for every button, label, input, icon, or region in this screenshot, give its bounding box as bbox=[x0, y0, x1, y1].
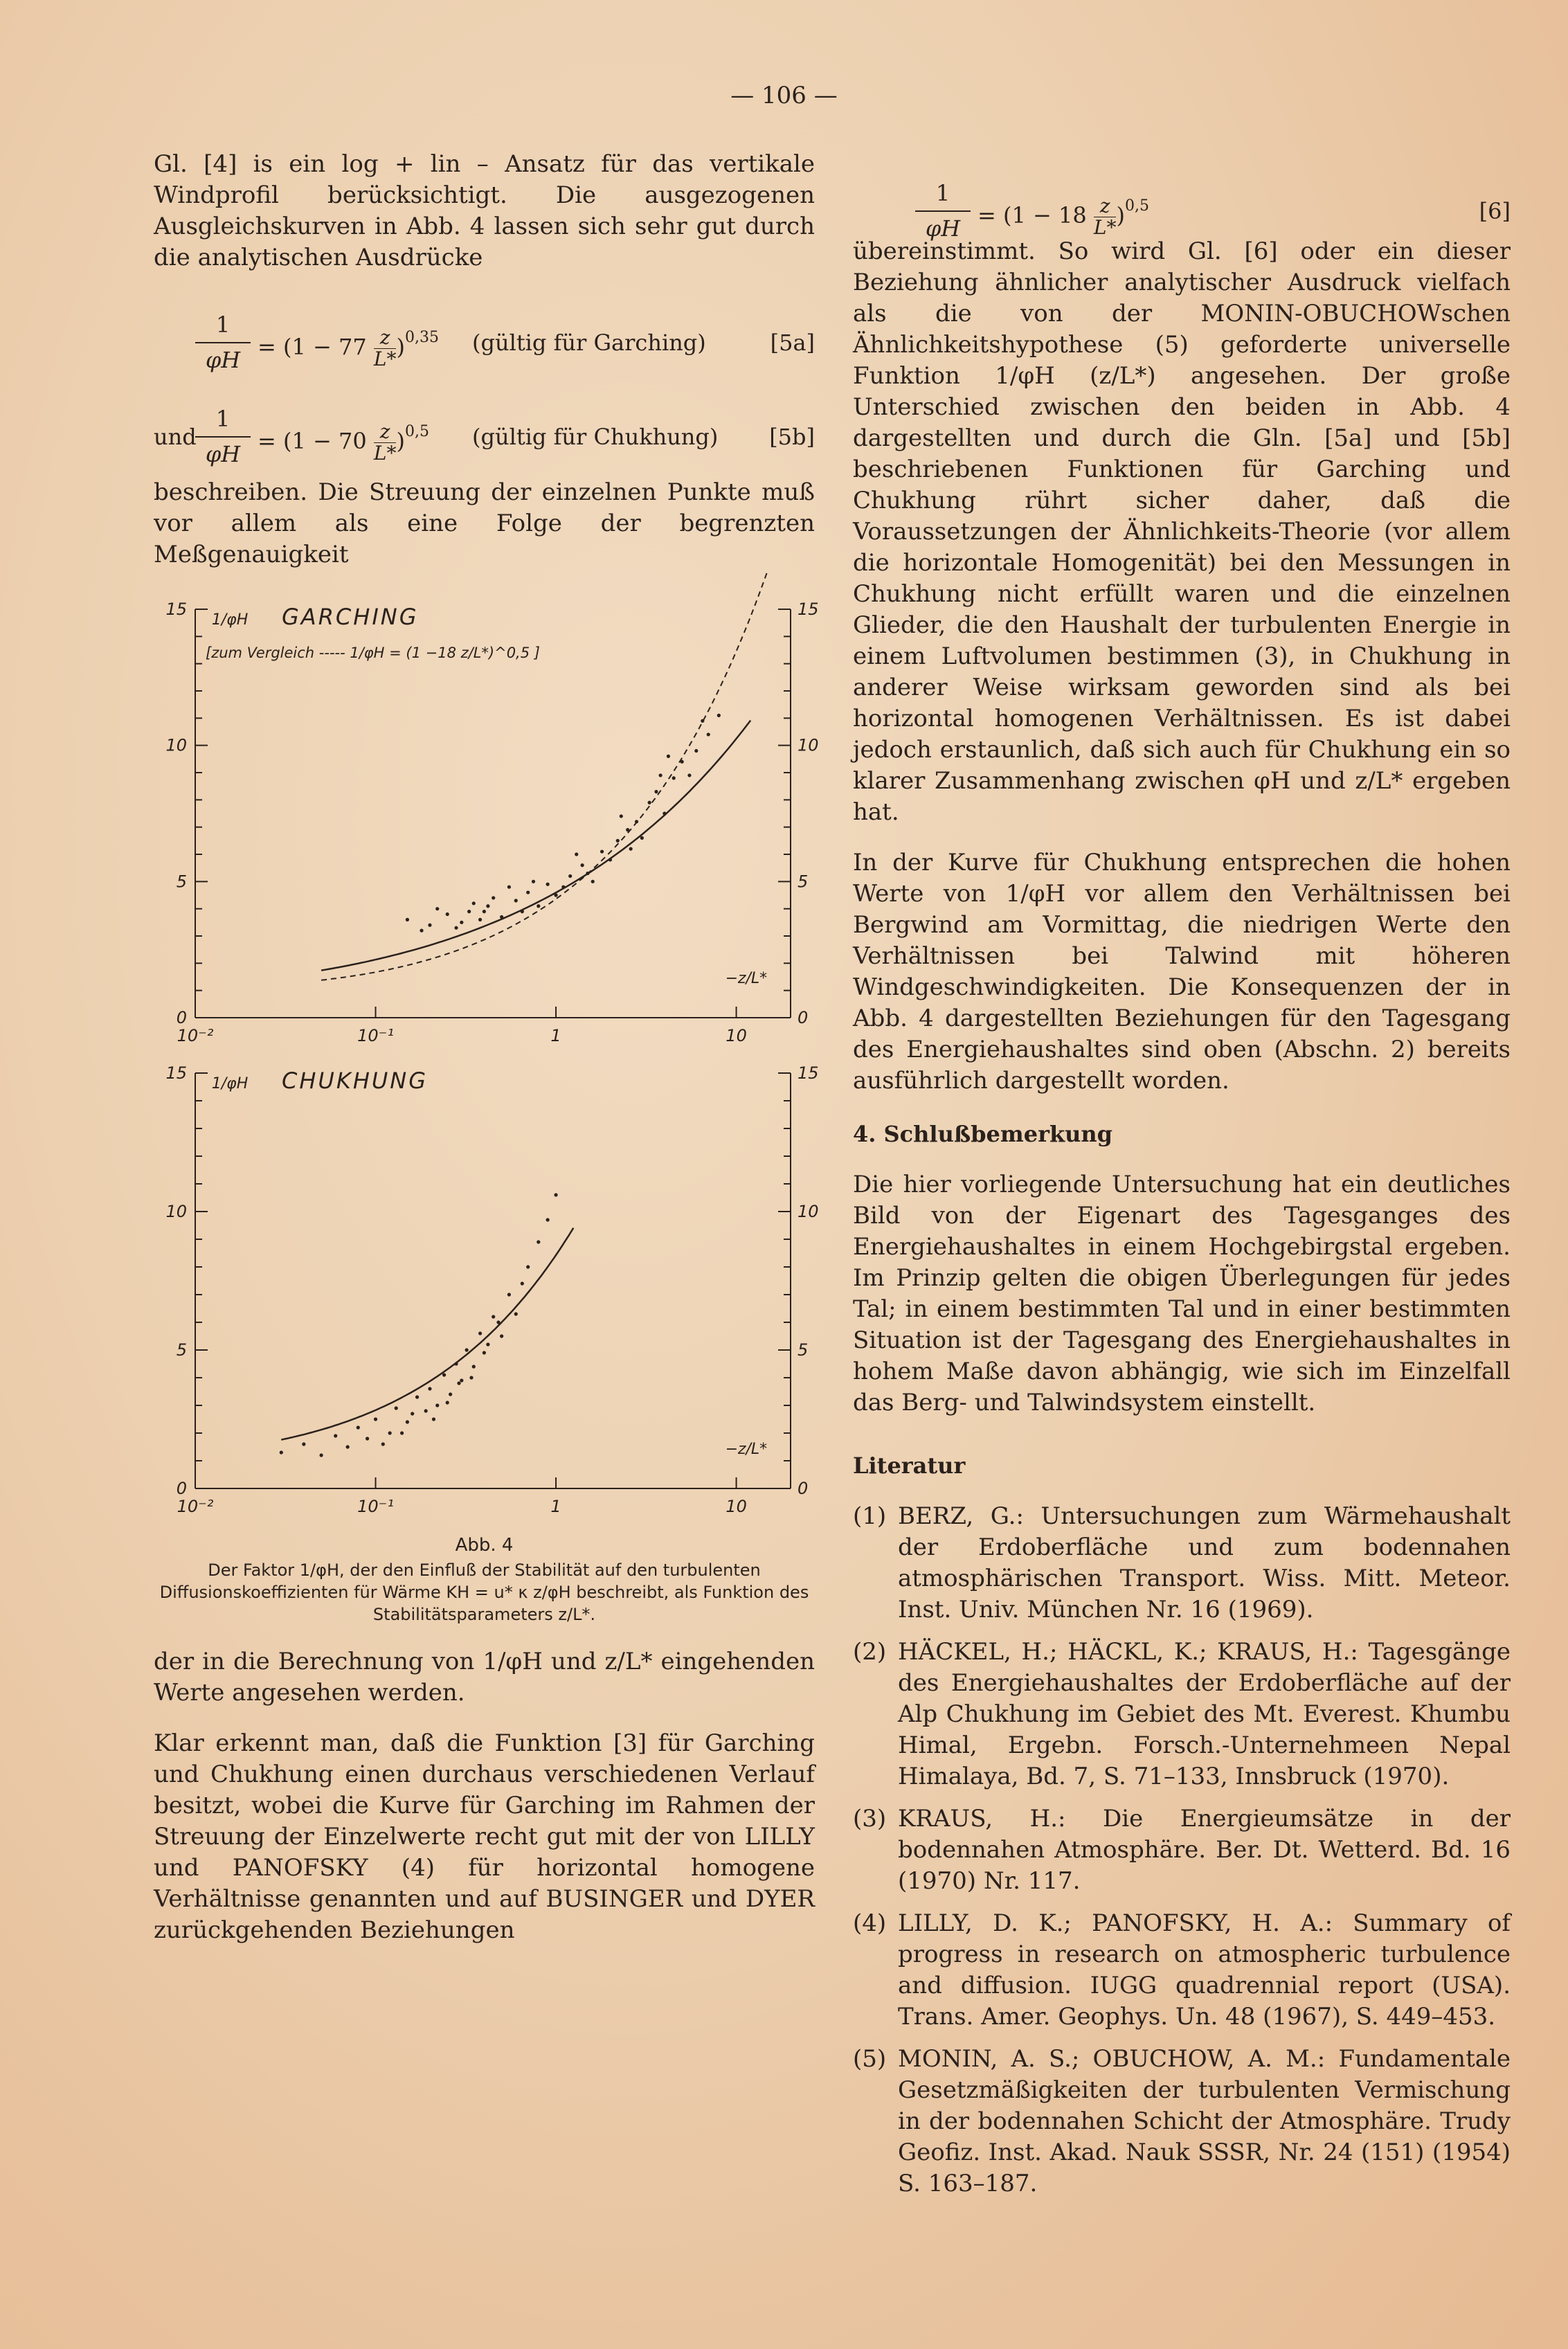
data-point bbox=[449, 1392, 452, 1396]
section-heading-schlussbemerkung: 4. Schlußbemerkung bbox=[853, 1121, 1113, 1147]
data-point bbox=[388, 1431, 392, 1434]
data-point bbox=[406, 1420, 409, 1423]
y-tick-label-right: 5 bbox=[797, 1340, 809, 1360]
data-point bbox=[467, 910, 471, 913]
data-point bbox=[600, 849, 604, 853]
chart-garching bbox=[154, 595, 819, 1059]
data-point bbox=[381, 1442, 385, 1446]
fit-curve bbox=[281, 1228, 573, 1440]
y-tick-label-left: 0 bbox=[176, 1479, 187, 1498]
comparison-label: [zum Vergleich ----- 1/φH = (1 −18 z/L*)^0,5 ] bbox=[206, 645, 540, 661]
data-point bbox=[575, 852, 578, 856]
eq5b-denominator: φH bbox=[205, 441, 241, 467]
reference-item: (1) BERZ, G.: Untersuchungen zum Wärmehaushalt der Erdoberfläche und zum bodennahen atmosphärischen Transport. Wiss. Mitt. Meteor. Inst. Univ. München Nr. 16 (1969). bbox=[853, 1502, 1511, 1623]
data-point bbox=[581, 863, 584, 867]
x-tick-label: 10⁻² bbox=[177, 1497, 214, 1516]
data-point bbox=[478, 918, 482, 921]
equation-6: $\frac{1}{\varphi H}$ = (1 − 18 $\frac{z}{L*}$ )$^{0,5}$ [6] bbox=[853, 170, 1511, 236]
x-tick-label: 10⁻¹ bbox=[357, 1026, 394, 1045]
data-point bbox=[280, 1450, 283, 1454]
data-point bbox=[460, 921, 463, 924]
eq6-exponent: 0,5 bbox=[1124, 197, 1149, 215]
eq5b-zl: $\frac{z}{L*}$ bbox=[373, 420, 397, 465]
data-point bbox=[694, 749, 698, 753]
section-heading-literatur: Literatur bbox=[853, 1452, 966, 1479]
data-point bbox=[707, 732, 710, 736]
comparison-curve bbox=[321, 570, 768, 980]
eq6-body: = (1 − 18 bbox=[977, 202, 1087, 228]
data-point bbox=[435, 907, 439, 910]
data-point bbox=[640, 836, 644, 840]
data-point bbox=[428, 924, 431, 927]
caption-label: Abb. 4 bbox=[455, 1535, 514, 1556]
data-point bbox=[492, 896, 495, 899]
data-point bbox=[546, 883, 550, 886]
y-tick-label-left: 10 bbox=[165, 1202, 187, 1221]
data-point bbox=[469, 1376, 473, 1379]
reference-item: (5) MONIN, A. S.; OBUCHOW, A. M.: Fundamentale Gesetzmäßigkeiten der turbulenten Vermischung in der bodennahen Schicht der Atmosphäre. Trudy Geofiz. Inst. Akad. Nauk SSSR, Nr. 24 (151) (1954) S. 163–187. bbox=[853, 2045, 1511, 2197]
y-tick-label-left: 0 bbox=[176, 1008, 187, 1027]
data-point bbox=[446, 1401, 449, 1404]
y-tick-label-right: 5 bbox=[797, 872, 809, 892]
eq5a-exponent: 0,35 bbox=[404, 329, 439, 346]
x-tick-label: 1 bbox=[550, 1497, 561, 1516]
x-tick-label: 10 bbox=[726, 1026, 747, 1045]
y-tick-label-right: 10 bbox=[797, 1202, 819, 1221]
figure-caption bbox=[154, 1534, 815, 1626]
y-tick-label-left: 15 bbox=[165, 600, 187, 619]
left-paragraph-1: Gl. [4] is ein log + lin – Ansatz für das vertikale Windprofil berücksichtigt. Die ausgezogenen Ausgleichskurven in Abb. 4 lassen sich sehr gut durch die analytischen Ausdrücke bbox=[154, 150, 815, 271]
data-point bbox=[357, 1425, 360, 1429]
eq5a-denominator: φH bbox=[205, 347, 241, 373]
data-point bbox=[415, 1395, 419, 1398]
y-tick-label-left: 15 bbox=[165, 1063, 187, 1083]
reference-item: (4) LILLY, D. K.; PANOFSKY, H. A.: Summary of progress in research on atmospheric turbulence and diffusion. IUGG quadrennial report (USA). Trans. Amer. Geophys. Un. 48 (1967), S. 449–453. bbox=[853, 1909, 1511, 2031]
data-point bbox=[483, 1351, 486, 1354]
left-paragraph-4: Klar erkennt man, daß die Funktion [3] für Garching und Chukhung einen durchaus verschiedenen Verlauf besitzt, wobei die Kurve für Garching im Rahmen der Streuung der Einzelwerte recht gut mit der von LILLY und PANOFSKY (4) für horizontal homogene Verhältnisse genannten und auf BUSINGER und DYER zurückgehenden Beziehungen bbox=[154, 1729, 815, 1944]
data-point bbox=[591, 880, 595, 883]
data-point bbox=[400, 1431, 404, 1434]
eq5a-numerator: 1 bbox=[195, 309, 251, 343]
y-tick-label-right: 0 bbox=[797, 1479, 809, 1498]
data-point bbox=[319, 1453, 323, 1457]
data-point bbox=[514, 899, 518, 902]
x-tick-label: 1 bbox=[550, 1026, 561, 1045]
data-point bbox=[478, 1331, 482, 1335]
eq5b-body: = (1 − 70 bbox=[258, 428, 367, 454]
data-point bbox=[334, 1434, 337, 1437]
data-point bbox=[526, 1265, 530, 1268]
eq6-denominator: φH bbox=[925, 215, 961, 242]
data-point bbox=[507, 885, 511, 889]
data-point bbox=[620, 814, 623, 818]
y-axis-label: 1/φH bbox=[211, 611, 249, 629]
equation-5b: und $\frac{1}{\varphi H}$ = (1 − 70 $\frac{z}{L*}$ )$^{0,5}$ (gültig für Chukhung) [5b] bbox=[154, 395, 815, 471]
page-number: — 106 — bbox=[730, 82, 838, 109]
y-axis-label: 1/φH bbox=[211, 1075, 249, 1092]
eq5a-note: (gültig für Garching) bbox=[472, 330, 706, 356]
data-point bbox=[457, 1381, 460, 1385]
eq6-tag: [6] bbox=[1479, 198, 1511, 224]
eq5b-exponent: 0,5 bbox=[404, 423, 429, 440]
eq6-numerator: 1 bbox=[915, 178, 971, 212]
fit-curve bbox=[321, 721, 750, 971]
data-point bbox=[507, 1293, 511, 1296]
data-point bbox=[568, 874, 572, 878]
y-tick-label-right: 0 bbox=[797, 1008, 809, 1027]
left-paragraph-3: der in die Berechnung von 1/φH und z/L* eingehenden Werte angesehen werden. bbox=[154, 1648, 815, 1707]
data-point bbox=[658, 773, 662, 777]
data-point bbox=[472, 1365, 476, 1368]
chart-title: GARCHING bbox=[282, 604, 419, 630]
reference-item: (2) HÄCKEL, H.; HÄCKL, K.; KRAUS, H.: Tagesgänge des Energiehaushaltes der Erdoberfläche auf der Alp Chukhung im Gebiet des Mt. Everest. Khumbu Himal, Ergebn. Forsch.-Unternehmeen Nepal Himalaya, Bd. 7, S. 71–133, Innsbruck (1970). bbox=[853, 1638, 1511, 1790]
reference-item: (3) KRAUS, H.: Die Energieumsätze in der bodennahen Atmosphäre. Ber. Dt. Wetterd. Bd. 16 (1970) Nr. 117. bbox=[853, 1805, 1511, 1895]
y-tick-label-right: 10 bbox=[797, 735, 819, 755]
data-point bbox=[411, 1412, 414, 1415]
data-point bbox=[492, 1315, 495, 1318]
data-point bbox=[435, 1403, 439, 1407]
data-point bbox=[521, 1281, 524, 1285]
chart-chukhung bbox=[154, 1059, 819, 1530]
x-axis-sign: − bbox=[725, 1441, 739, 1458]
data-point bbox=[654, 790, 658, 793]
data-point bbox=[546, 1218, 550, 1221]
eq6-zl: $\frac{z}{L*}$ bbox=[1093, 195, 1117, 239]
data-point bbox=[667, 755, 670, 758]
y-tick-label-left: 5 bbox=[176, 1340, 187, 1360]
eq5a-tag: [5a] bbox=[770, 330, 815, 356]
right-paragraph-3: Die hier vorliegende Untersuchung hat ein deutliches Bild von der Eigenart des Tagesganges des Energiehaushaltes in einem Hochgebirgstal ergeben. Im Prinzip gelten die obigen Überlegungen für jedes Tal; in einem bestimmten Tal und in einer bestimmten Situation ist der Tagesgang des Energiehaushaltes in hohem Maße davon abhängig, wie sich im Einzelfall das Berg- und Talwindsystem einstellt. bbox=[853, 1171, 1511, 1416]
data-point bbox=[406, 918, 409, 921]
right-paragraph-1: übereinstimmt. So wird Gl. [6] oder ein dieser Beziehung ähnlicher analytischer Ausdruck vielfach als die von der MONIN-OBUCHOWschen Ähnlichkeitshypothese (5) geforderte universelle Funktion 1/φH (z/L*) angesehen. Der große Unterschied zwischen den beiden in Abb. 4 dargestellten und durch die Gln. [5a] und [5b] beschriebenen Funktionen für Garching und Chukhung rührt sicher daher, daß die Voraussetzungen der Ähnlichkeits-Theorie (vor allem die horizontale Homogenität) bei den Messungen in Chukhung nicht erfüllt waren und die einzelnen Glieder, die den Haushalt der turbulenten Energie in einem Luftvolumen bestimmen (3), in Chukhung in anderer Weise wirksam geworden sind als bei horizontal homogenen Verhältnissen. Es ist dabei jedoch erstaunlich, daß sich auch für Chukhung ein so klarer Zusammenhang zwischen φH und z/L* ergeben hat. bbox=[853, 237, 1511, 826]
data-point bbox=[460, 1378, 463, 1382]
data-point bbox=[554, 1193, 557, 1196]
eq5b-note: (gültig für Chukhung) bbox=[472, 424, 719, 450]
data-point bbox=[442, 1373, 446, 1376]
data-point bbox=[537, 1240, 540, 1243]
data-point bbox=[486, 904, 489, 908]
data-point bbox=[672, 776, 676, 780]
data-point bbox=[432, 1417, 435, 1421]
data-point bbox=[446, 912, 449, 916]
data-point bbox=[420, 929, 423, 933]
right-paragraph-2: In der Kurve für Chukhung entsprechen die hohen Werte von 1/φH vor allem den Verhältnissen bei Bergwind am Vormittag, die niedrigen Werte den Verhältnissen bei Talwind mit höheren Windgeschwindigkeiten. Die Konsequenzen der in Abb. 4 dargestellten Beziehungen für den Tagesgang des Energiehaushaltes sind oben (Abschn. 2) bereits ausführlich dargestellt worden. bbox=[853, 849, 1511, 1095]
x-tick-label: 10 bbox=[726, 1497, 747, 1516]
right-column bbox=[853, 149, 1511, 2211]
data-point bbox=[302, 1442, 305, 1446]
y-tick-label-left: 10 bbox=[165, 735, 187, 755]
data-point bbox=[472, 901, 476, 905]
data-point bbox=[514, 1312, 518, 1315]
eq5b-numerator: 1 bbox=[195, 404, 251, 438]
y-tick-label-left: 5 bbox=[176, 872, 187, 892]
y-tick-label-right: 15 bbox=[797, 600, 819, 619]
data-point bbox=[537, 904, 540, 908]
eq5b-lead: und bbox=[154, 424, 197, 450]
data-point bbox=[687, 773, 691, 777]
data-point bbox=[483, 910, 486, 913]
data-point bbox=[465, 1348, 469, 1351]
data-point bbox=[454, 926, 458, 930]
eq5a-body: = (1 − 77 bbox=[258, 334, 367, 360]
chart-title: CHUKHUNG bbox=[282, 1068, 429, 1094]
data-point bbox=[428, 1387, 431, 1390]
y-tick-label-right: 15 bbox=[797, 1063, 819, 1083]
x-axis-sign: − bbox=[725, 970, 739, 987]
x-tick-label: 10⁻² bbox=[177, 1026, 214, 1045]
data-point bbox=[346, 1445, 350, 1448]
data-point bbox=[648, 801, 651, 804]
data-point bbox=[532, 880, 535, 883]
equation-5a: $\frac{1}{\varphi H}$ = (1 − 77 $\frac{z}{L*}$ )$^{0,35}$ (gültig für Garching) [5a] bbox=[154, 301, 815, 377]
data-point bbox=[486, 1342, 489, 1346]
left-column bbox=[154, 149, 819, 1946]
data-point bbox=[395, 1406, 398, 1410]
data-point bbox=[500, 1334, 503, 1338]
data-point bbox=[629, 847, 633, 851]
eq5b-tag: [5b] bbox=[769, 424, 815, 450]
data-point bbox=[717, 714, 721, 717]
left-paragraph-2: beschreiben. Die Streuung der einzelnen Punkte muß vor allem als eine Folge der begrenzten Meßgenauigkeit bbox=[154, 478, 815, 568]
figure-4 bbox=[154, 595, 819, 1626]
x-tick-label: 10⁻¹ bbox=[357, 1497, 394, 1516]
x-axis-label: z/L* bbox=[737, 1441, 768, 1458]
eq5a-zl: $\frac{z}{L*}$ bbox=[373, 326, 397, 370]
data-point bbox=[526, 890, 530, 894]
data-point bbox=[374, 1417, 377, 1421]
caption-text: Der Faktor 1/φH, der den Einfluß der Stabilität auf den turbulenten Diffusionskoeffizienten für Wärme KH = u* κ z/φH beschreibt, als Funktion des Stabilitätsparameters z/L*. bbox=[159, 1560, 809, 1624]
data-point bbox=[424, 1409, 428, 1412]
data-point bbox=[366, 1437, 369, 1440]
x-axis-label: z/L* bbox=[737, 970, 768, 987]
data-point bbox=[616, 839, 620, 843]
reference-list bbox=[853, 1501, 1511, 2199]
